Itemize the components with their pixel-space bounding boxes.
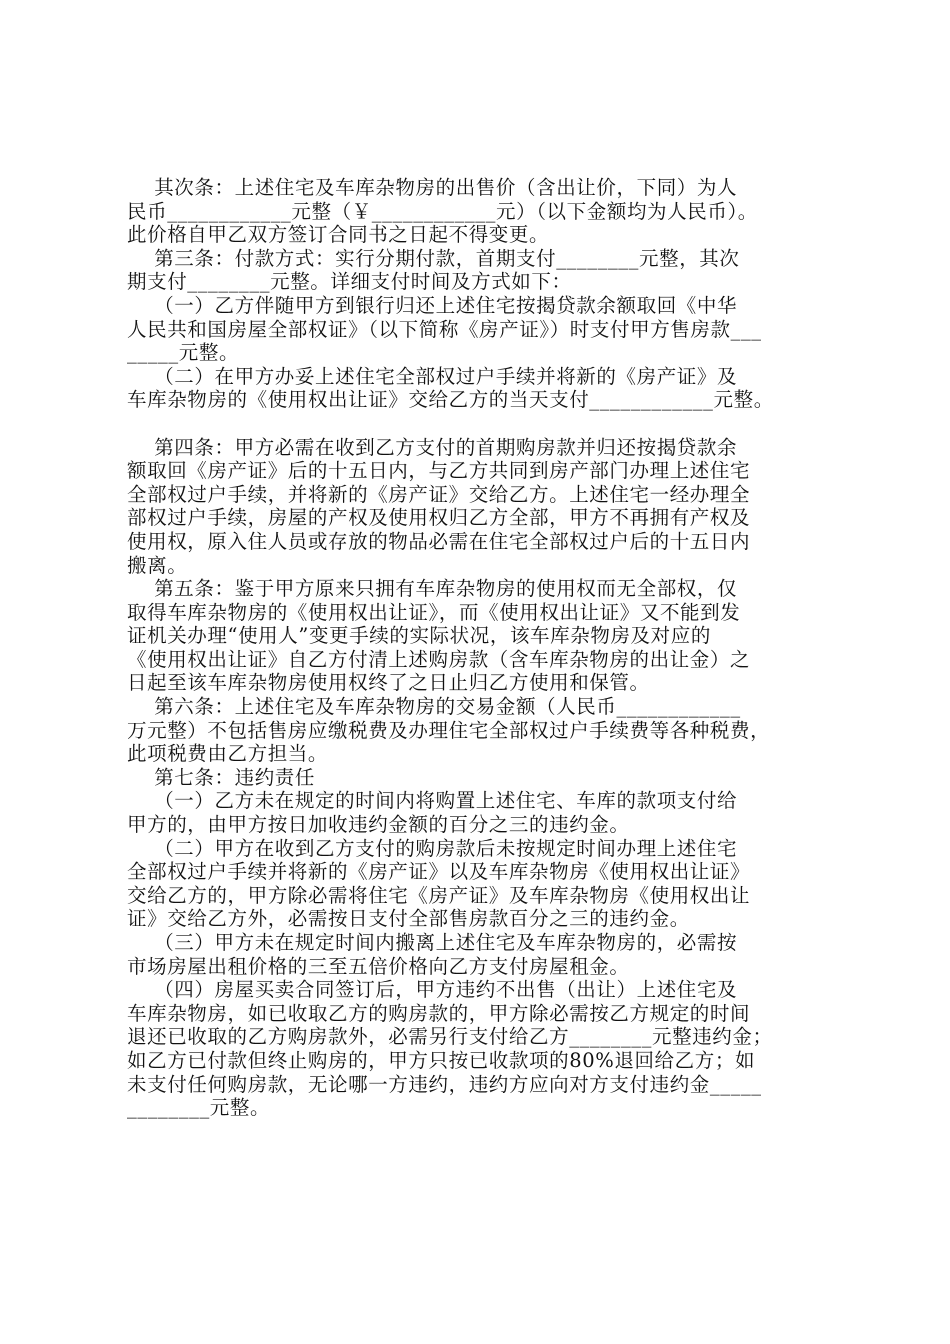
text-line: 额取回《房产证》后的十五日内，与乙方共同到房产部门办理上述住宅 — [127, 459, 751, 483]
text-line: 市场房屋出租价格的三至五倍价格向乙方支付房屋租金。 — [127, 954, 630, 978]
text-line: 此项税费由乙方担当。 — [127, 742, 329, 766]
text-line: 其次条：上述住宅及车库杂物房的出售价（含出让价，下同）为人 — [127, 176, 738, 199]
text-line: _____元整。 — [127, 341, 240, 365]
text-line: 部权过户手续，房屋的产权及使用权归乙方全部，甲方不再拥有产权及 — [127, 506, 751, 530]
text-line: 第五条：鉴于甲方原来只拥有车库杂物房的使用权而无全部权，仅 — [127, 577, 738, 601]
text-line: 退还已收取的乙方购房款外，必需另行支付给乙方________元整违约金； — [127, 1025, 773, 1049]
text-line: 人民共和国房屋全部权证》（以下简称《房产证》）时支付甲方售房款___ — [127, 317, 762, 341]
text-line: 此价格自甲乙双方签订合同书之日起不得变更。 — [127, 223, 550, 247]
text-line: 车库杂物房，如已收取乙方的购房款的，甲方除必需按乙方规定的时间 — [127, 1001, 751, 1025]
text-line: 第七条：违约责任 — [127, 765, 315, 789]
text-line: 使用权，原入住人员或存放的物品必需在住宅全部权过户后的十五日内 — [127, 529, 751, 553]
text-line: ________元整。 — [127, 1096, 271, 1120]
text-line: 如乙方已付款但终止购房的，甲方只按已收款项的80%退回给乙方；如 — [127, 1048, 756, 1072]
blank-line — [127, 412, 833, 436]
text-line: （一）乙方伴随甲方到银行归还上述住宅按揭贷款余额取回《中华 — [127, 293, 738, 317]
text-line: 期支付________元整。详细支付时间及方式如下： — [127, 270, 572, 294]
text-line: 搬离。 — [127, 553, 188, 577]
text-line: （二）在甲方办妥上述住宅全部权过户手续并将新的《房产证》及 — [127, 364, 738, 388]
text-line: 交给乙方的，甲方除必需将住宅《房产证》及车库杂物房《使用权出让 — [127, 883, 751, 907]
text-line: 日起至该车库杂物房使用权终了之日止归乙方使用和保管。 — [127, 671, 650, 695]
text-line: 第四条：甲方必需在收到乙方支付的首期购房款并归还按揭贷款余 — [127, 435, 738, 459]
document-body — [127, 176, 833, 1120]
text-line: 万元整）不包括售房应缴税费及办理住宅全部权过户手续费等各种税费， — [127, 718, 771, 742]
text-line: 取得车库杂物房的《使用权出让证》，而《使用权出让证》又不能到发 — [127, 600, 741, 624]
text-line: 证》交给乙方外，必需按日支付全部售房款百分之三的违约金。 — [127, 907, 690, 931]
text-line: 车库杂物房的《使用权出让证》交给乙方的当天支付____________元整。 — [127, 388, 774, 412]
text-line: 甲方的，由甲方按日加收违约金额的百分之三的违约金。 — [127, 813, 630, 837]
text-line: 第三条：付款方式：实行分期付款，首期支付________元整，其次 — [127, 246, 740, 270]
text-line: 《使用权出让证》自乙方付清上述购房款（含车库杂物房的出让金）之 — [127, 647, 751, 671]
text-line: 第六条：上述住宅及车库杂物房的交易金额（人民币____________ — [127, 695, 741, 719]
text-line: 未支付任何购房款，无论哪一方违约，违约方应向对方支付违约金_____ — [127, 1072, 762, 1096]
text-line: 全部权过户手续，并将新的《房产证》交给乙方。上述住宅一经办理全 — [127, 482, 751, 506]
text-line: （三）甲方未在规定时间内搬离上述住宅及车库杂物房的，必需按 — [127, 931, 738, 954]
text-line: （四）房屋买卖合同签订后，甲方违约不出售（出让）上述住宅及 — [127, 978, 738, 1002]
text-line: 证机关办理“使用人”变更手续的实际状况，该车库杂物房及对应的 — [127, 624, 711, 648]
text-line: 民币____________元整（￥____________元）（以下金额均为人民币）。 — [127, 199, 758, 223]
text-line: 全部权过户手续并将新的《房产证》以及车库杂物房《使用权出让证》 — [127, 860, 751, 884]
text-line: （二）甲方在收到乙方支付的购房款后未按规定时间办理上述住宅 — [127, 836, 738, 860]
text-line: （一）乙方未在规定的时间内将购置上述住宅、车库的款项支付给 — [127, 789, 738, 813]
